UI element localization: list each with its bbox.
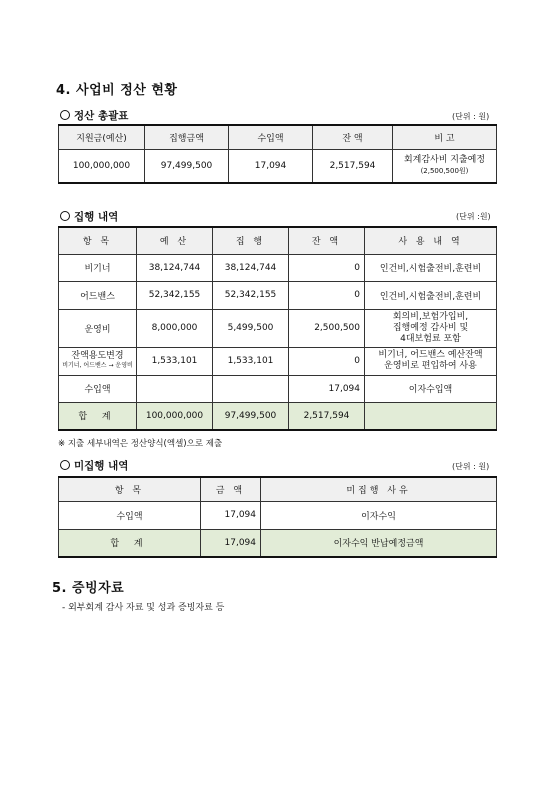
execution-note: ※ 지출 세부내역은 정산양식(엑셀)으로 제출: [58, 439, 223, 449]
usage-line: 회의비,보험가입비,: [392, 311, 469, 322]
circle-bullet-icon: [60, 110, 70, 120]
total-usage: [365, 402, 497, 430]
usage-cell: 인건비,시험출전비,훈련비: [365, 254, 497, 281]
section-5-title: 5. 증빙자료: [52, 581, 125, 596]
summary-remark-cell: [393, 149, 497, 183]
item-cell: 비기너: [59, 254, 137, 281]
summary-cell: 100,000,000: [59, 149, 145, 183]
item-cell: 수입액: [59, 375, 137, 402]
table-row: [59, 501, 497, 529]
summary-cell: 2,517,594: [313, 149, 393, 183]
summary-heading-label: 정산 총괄표: [74, 110, 129, 122]
reason-cell: 이자수익: [261, 501, 497, 529]
summary-unit: (단위 : 원): [452, 112, 490, 121]
section-4-title: 4. 사업비 정산 현황: [56, 83, 178, 98]
execution-heading: [60, 209, 118, 224]
circle-bullet-icon: [60, 460, 70, 470]
item-sublabel: 비기너, 어드밴스 → 운영비: [62, 362, 133, 369]
table-row: [59, 309, 497, 347]
execution-header-cell: 사 용 내 역: [365, 227, 497, 254]
budget-cell: [137, 375, 213, 402]
item-cell: [59, 347, 137, 375]
item-label: 잔액용도변경: [71, 351, 124, 361]
unexecuted-header-cell: 항 목: [59, 477, 201, 501]
execution-table: [58, 226, 497, 431]
summary-header-cell: 수입액: [229, 125, 313, 149]
summary-table: [58, 124, 497, 184]
total-reason: 이자수익 반납예정금액: [261, 529, 497, 557]
spent-cell: 52,342,155: [213, 281, 289, 309]
unexecuted-heading-label: 미집행 내역: [74, 460, 129, 472]
item-cell: 수입액: [59, 501, 201, 529]
summary-header-row: [59, 125, 497, 149]
usage-line: 운영비로 편입하여 사용: [384, 361, 477, 371]
summary-remark-amount: (2,500,500원): [420, 166, 469, 175]
unexecuted-header-cell: 금 액: [201, 477, 261, 501]
usage-line: 4대보험료 포함: [400, 333, 461, 344]
execution-header-cell: 잔 액: [289, 227, 365, 254]
total-spent: 97,499,500: [213, 402, 289, 430]
usage-line: 집행예정 감사비 및: [392, 322, 469, 333]
spent-cell: 5,499,500: [213, 309, 289, 347]
balance-cell: 0: [289, 254, 365, 281]
usage-line: 비기너, 어드밴스 예산잔액: [378, 350, 483, 360]
execution-heading-label: 집행 내역: [74, 211, 119, 223]
execution-header-cell: 집 행: [213, 227, 289, 254]
usage-cell: [365, 309, 497, 347]
spent-cell: [213, 375, 289, 402]
spent-cell: 1,533,101: [213, 347, 289, 375]
usage-cell: 인건비,시험출전비,훈련비: [365, 281, 497, 309]
budget-cell: 52,342,155: [137, 281, 213, 309]
execution-header-row: [59, 227, 497, 254]
execution-header-cell: 항 목: [59, 227, 137, 254]
total-label: 합 계: [59, 402, 137, 430]
summary-cell: 17,094: [229, 149, 313, 183]
unexecuted-header-cell: 미집행 사유: [261, 477, 497, 501]
usage-cell: [365, 347, 497, 375]
budget-cell: 8,000,000: [137, 309, 213, 347]
unexecuted-heading: [60, 458, 128, 473]
balance-cell: 0: [289, 281, 365, 309]
usage-cell: 이자수입액: [365, 375, 497, 402]
total-row: [59, 529, 497, 557]
unexecuted-unit: (단위 : 원): [452, 462, 490, 471]
summary-header-cell: 집행금액: [145, 125, 229, 149]
summary-header-cell: 지원금(예산): [59, 125, 145, 149]
total-label: 합 계: [59, 529, 201, 557]
unexecuted-table: [58, 476, 497, 558]
circle-bullet-icon: [60, 211, 70, 221]
total-budget: 100,000,000: [137, 402, 213, 430]
summary-header-cell: 비 고: [393, 125, 497, 149]
item-cell: 운영비: [59, 309, 137, 347]
execution-header-cell: 예 산: [137, 227, 213, 254]
amount-cell: 17,094: [201, 501, 261, 529]
summary-data-row: [59, 149, 497, 183]
balance-cell: 0: [289, 347, 365, 375]
summary-cell: 97,499,500: [145, 149, 229, 183]
balance-cell: 17,094: [289, 375, 365, 402]
execution-unit: (단위 :원): [456, 212, 491, 221]
balance-cell: 2,500,500: [289, 309, 365, 347]
total-balance: 2,517,594: [289, 402, 365, 430]
summary-remark: 회계감사비 지출예정: [403, 154, 486, 165]
total-row: [59, 402, 497, 430]
budget-cell: 38,124,744: [137, 254, 213, 281]
summary-heading: [60, 108, 128, 123]
table-row: [59, 347, 497, 375]
section-5-item: - 외부회계 감사 자료 및 성과 증빙자료 등: [62, 603, 225, 613]
spent-cell: 38,124,744: [213, 254, 289, 281]
table-row: [59, 375, 497, 402]
budget-cell: 1,533,101: [137, 347, 213, 375]
table-row: [59, 254, 497, 281]
item-cell: 어드밴스: [59, 281, 137, 309]
total-amount: 17,094: [201, 529, 261, 557]
unexecuted-header-row: [59, 477, 497, 501]
table-row: [59, 281, 497, 309]
summary-header-cell: 잔 액: [313, 125, 393, 149]
